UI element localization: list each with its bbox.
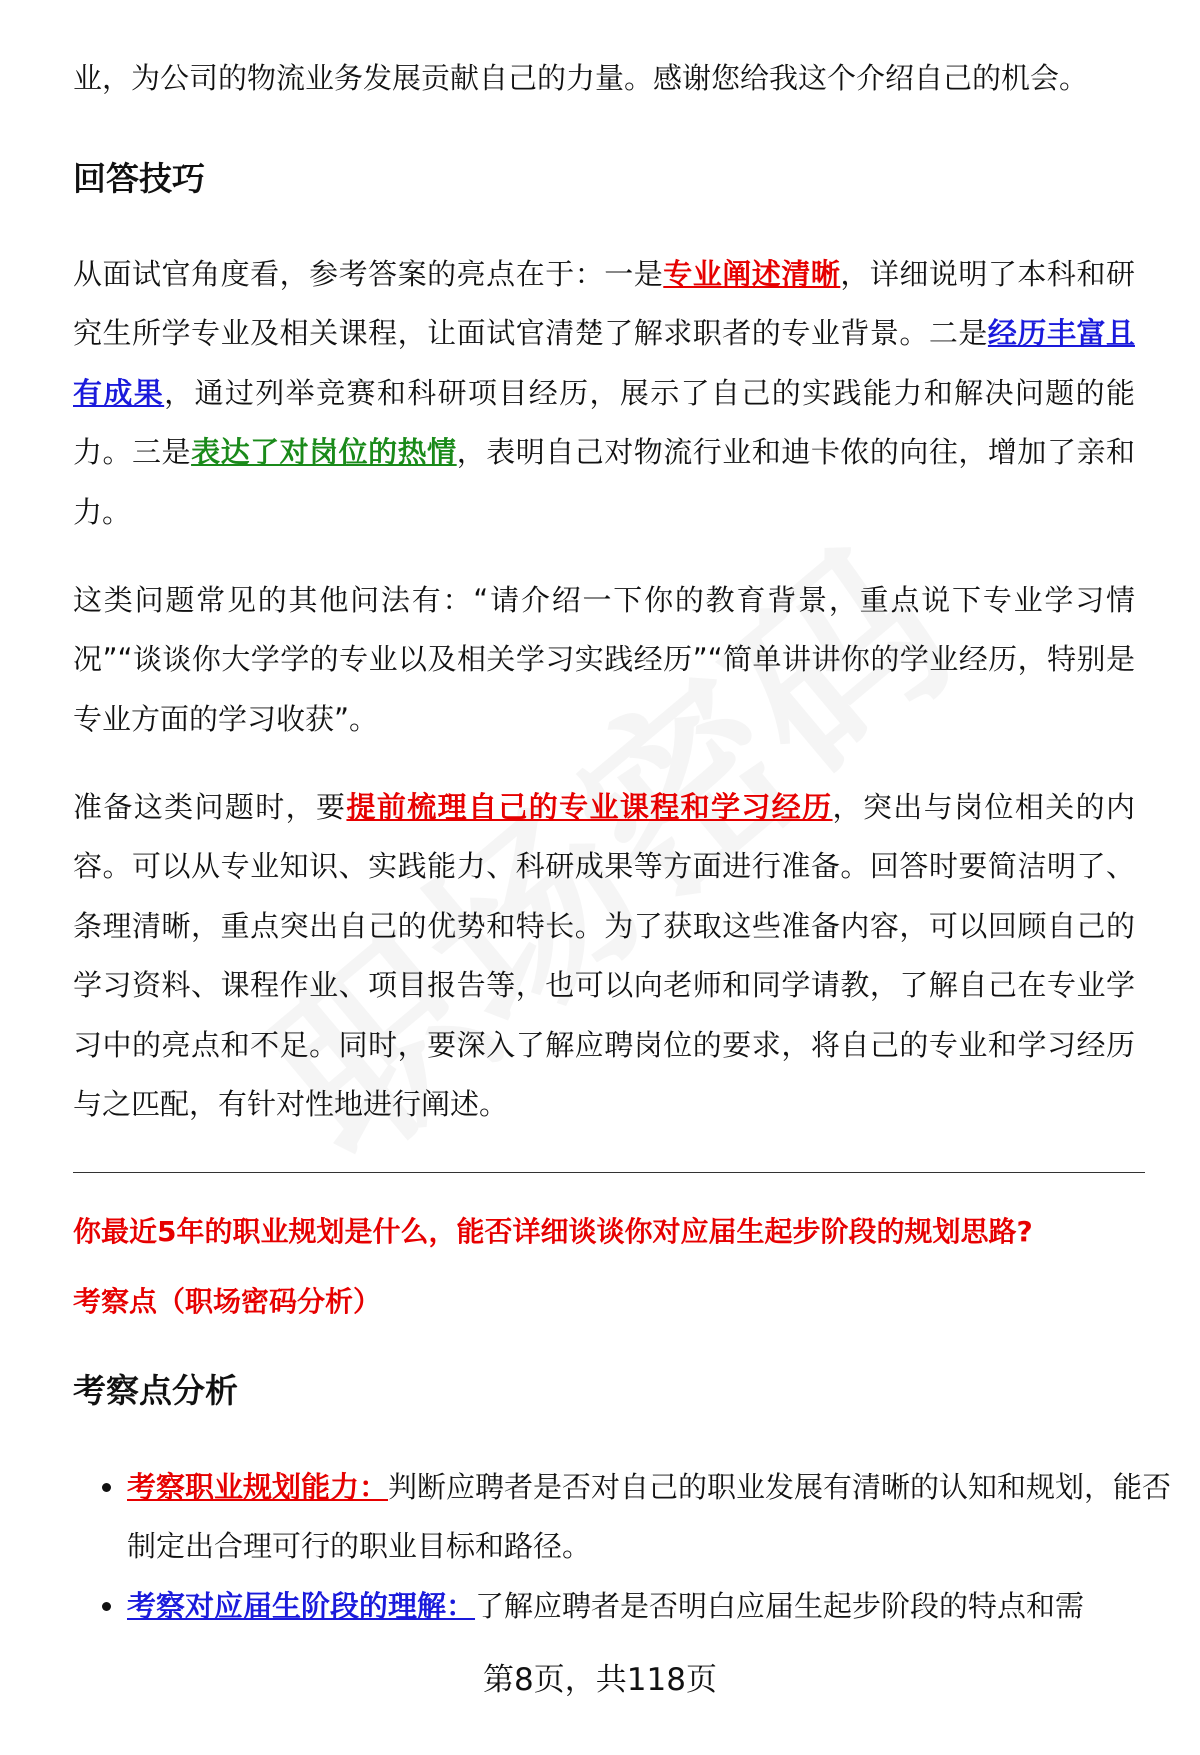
text: 准备这类问题时，要 (73, 790, 347, 824)
list-item (127, 1458, 1189, 1577)
alt-questions-paragraph: 这类问题常见的其他问法有：“请介绍一下你的教育背景，重点说下专业学习情况”“谈谈你大学学的专业以及相关学习实践经历”“简单讲讲你的学业经历，特别是专业方面的学习收获”。 (73, 583, 1135, 736)
divider (73, 1172, 1145, 1173)
text: ，详细说明了本科和研究生所学专业及相关课程，让面试官清楚了解求职者的专业背景。二是 (73, 257, 1135, 351)
question-title: 你最近5年的职业规划是什么，能否详细谈谈你对应届生起步阶段的规划思路? (73, 1215, 1033, 1248)
text: 从面试官角度看，参考答案的亮点在于：一是 (73, 257, 664, 291)
highlight-blue: 经历丰富且有成果 (73, 316, 1135, 410)
bullet-text: 判断应聘者是否对自己的职业发展有清晰的认知和规划，能否制定出合理可行的职业目标和路径。 (127, 1470, 1172, 1564)
bullet-label: 考察职业规划能力： (127, 1470, 389, 1504)
bullet-text: 了解应聘者是否明白应届生起步阶段的特点和需 (475, 1588, 1085, 1623)
analysis-list (73, 1458, 1189, 1636)
tips-heading: 回答技巧 (73, 159, 205, 198)
bullet-label: 考察对应届生阶段的理解： (127, 1588, 476, 1623)
highlight-green: 表达了对岗位的热情 (191, 435, 457, 470)
text: ，通过列举竞赛和科研项目经历，展示了自己的实践能力和解决问题的能力。三是 (73, 375, 1135, 470)
highlight-red: 提前梳理自己的专业课程和学习经历 (346, 790, 833, 824)
question-subtitle: 考察点（职场密码分析） (73, 1285, 382, 1318)
page-number: 第8页，共118页 (483, 1662, 717, 1698)
text: ，突出与岗位相关的内容。可以从专业知识、实践能力、科研成果等方面进行准备。回答时要简洁明了、条理清晰，重点突出自己的优势和特长。为了获取这些准备内容，可以回顾自己的学习资料、课程作业、项目报告等，也可以向老师和同学请教，了解自己在专业学习中的亮点和不足。同时，要深入了解应聘岗位的要求，将自己的专业和学习经历与之匹配，有针对性地进行阐述。 (73, 790, 1135, 1122)
text: ，表明自己对物流行业和迪卡侬的向往，增加了亲和力。 (73, 435, 1135, 529)
highlight-red: 专业阐述清晰 (663, 257, 841, 291)
list-item (127, 1577, 1189, 1636)
intro-tail: 业，为公司的物流业务发展贡献自己的力量。感谢您给我这个介绍自己的机会。 (73, 61, 1089, 95)
preparation-paragraph (73, 778, 1135, 1134)
analysis-heading: 考察点分析 (73, 1371, 238, 1410)
tips-paragraph (73, 245, 1135, 542)
